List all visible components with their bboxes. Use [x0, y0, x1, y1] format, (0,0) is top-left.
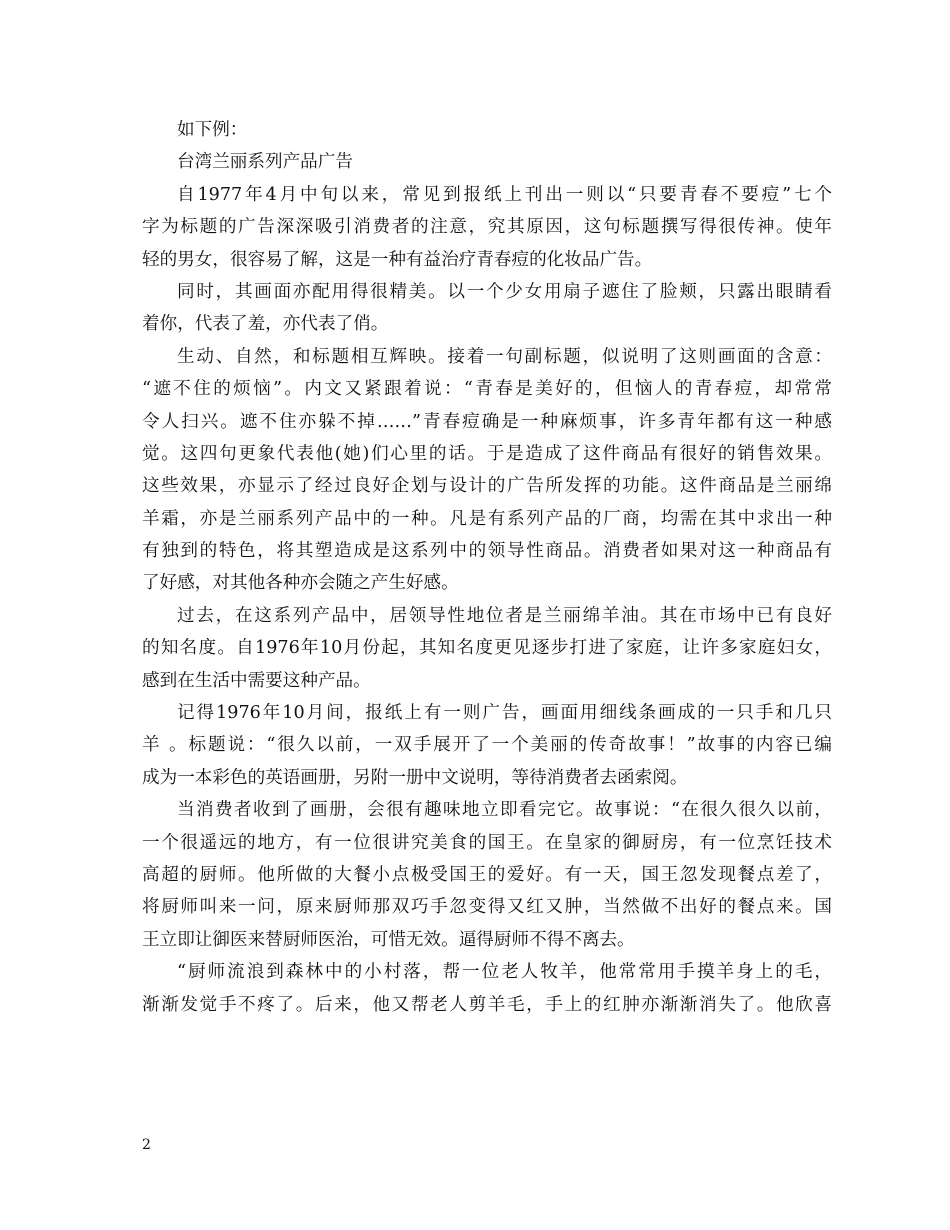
text-line: 羊霜，亦是兰丽系列产品中的一种。凡是有系列产品的厂商，均需在其中求出一种: [142, 508, 832, 529]
text-line: 感到在生活中需要这种产品。: [142, 670, 371, 691]
text-line: 记得1976年10月间，报纸上有一则广告，画面用细线条画成的一只手和几只: [177, 703, 832, 724]
text-line: 台湾兰丽系列产品广告: [177, 152, 353, 173]
text-line: 过去，在这系列产品中，居领导性地位者是兰丽绵羊油。其在市场中已有良好: [177, 605, 832, 626]
text-line: 字为标题的广告深深吸引消费者的注意，究其原因，这句标题撰写得很传神。使年: [142, 217, 832, 238]
text-line: 自1977年4月中旬以来，常见到报纸上刊出一则以“只要青春不要痘”七个: [177, 184, 832, 205]
body-text: [142, 114, 832, 1021]
text-line: 了好感，对其他各种亦会随之产生好感。: [142, 573, 459, 594]
text-line: 将厨师叫来一问，原来厨师那双巧手忽变得又红又肿，当然做不出好的餐点来。国: [142, 897, 832, 918]
text-line: 当消费者收到了画册，会很有趣味地立即看完它。故事说：“在很久很久以前，: [177, 800, 832, 821]
text-line: 的知名度。自1976年10月份起，其知名度更见逐步打进了家庭，让许多家庭妇女，: [142, 638, 832, 659]
text-line: 成为一本彩色的英语画册，另附一册中文说明，等待消费者去函索阅。: [142, 767, 688, 788]
text-line: 有独到的特色，将其塑造成是这系列中的领导性商品。消费者如果对这一种商品有: [142, 541, 832, 562]
text-line: 羊 。标题说：“很久以前，一双手展开了一个美丽的传奇故事！”故事的内容已编: [142, 735, 832, 756]
text-line: 一个很遥远的地方，有一位很讲究美食的国王。在皇家的御厨房，有一位烹饪技术: [142, 832, 832, 853]
page-number: 2: [142, 1137, 151, 1153]
text-line: 着你，代表了羞，亦代表了俏。: [142, 314, 389, 335]
text-line: 如下例：: [177, 120, 248, 140]
text-line: “遮不住的烦恼”。内文又紧跟着说：“青春是美好的，但恼人的青春痘，却常常: [142, 379, 832, 400]
text-line: 轻的男女，很容易了解，这是一种有益治疗青春痘的化妆品广告。: [142, 249, 653, 270]
text-line: 这些效果，亦显示了经过良好企划与设计的广告所发挥的功能。这件商品是兰丽绵: [142, 476, 832, 497]
text-line: 觉。这四句更象代表他(她)们心里的话。于是造成了这件商品有很好的销售效果。: [142, 443, 832, 464]
text-line: “厨师流浪到森林中的小村落，帮一位老人牧羊，他常常用手摸羊身上的毛，: [177, 962, 832, 983]
text-line: 王立即让御医来替厨师医治，可惜无效。逼得厨师不得不离去。: [142, 929, 635, 950]
text-line: 渐渐发觉手不疼了。后来，他又帮老人剪羊毛，手上的红肿亦渐渐消失了。他欣喜: [142, 994, 832, 1015]
text-line: 同时，其画面亦配用得很精美。以一个少女用扇子遮住了脸颊，只露出眼睛看: [177, 281, 832, 302]
text-line: 令人扫兴。遮不住亦躲不掉……”青春痘确是一种麻烦事，许多青年都有这一种感: [142, 411, 832, 432]
text-line: 生动、自然，和标题相互辉映。接着一句副标题，似说明了这则画面的含意：: [177, 346, 832, 367]
text-line: 高超的厨师。他所做的大餐小点极受国王的爱好。有一天，国王忽发现餐点差了，: [142, 864, 832, 885]
